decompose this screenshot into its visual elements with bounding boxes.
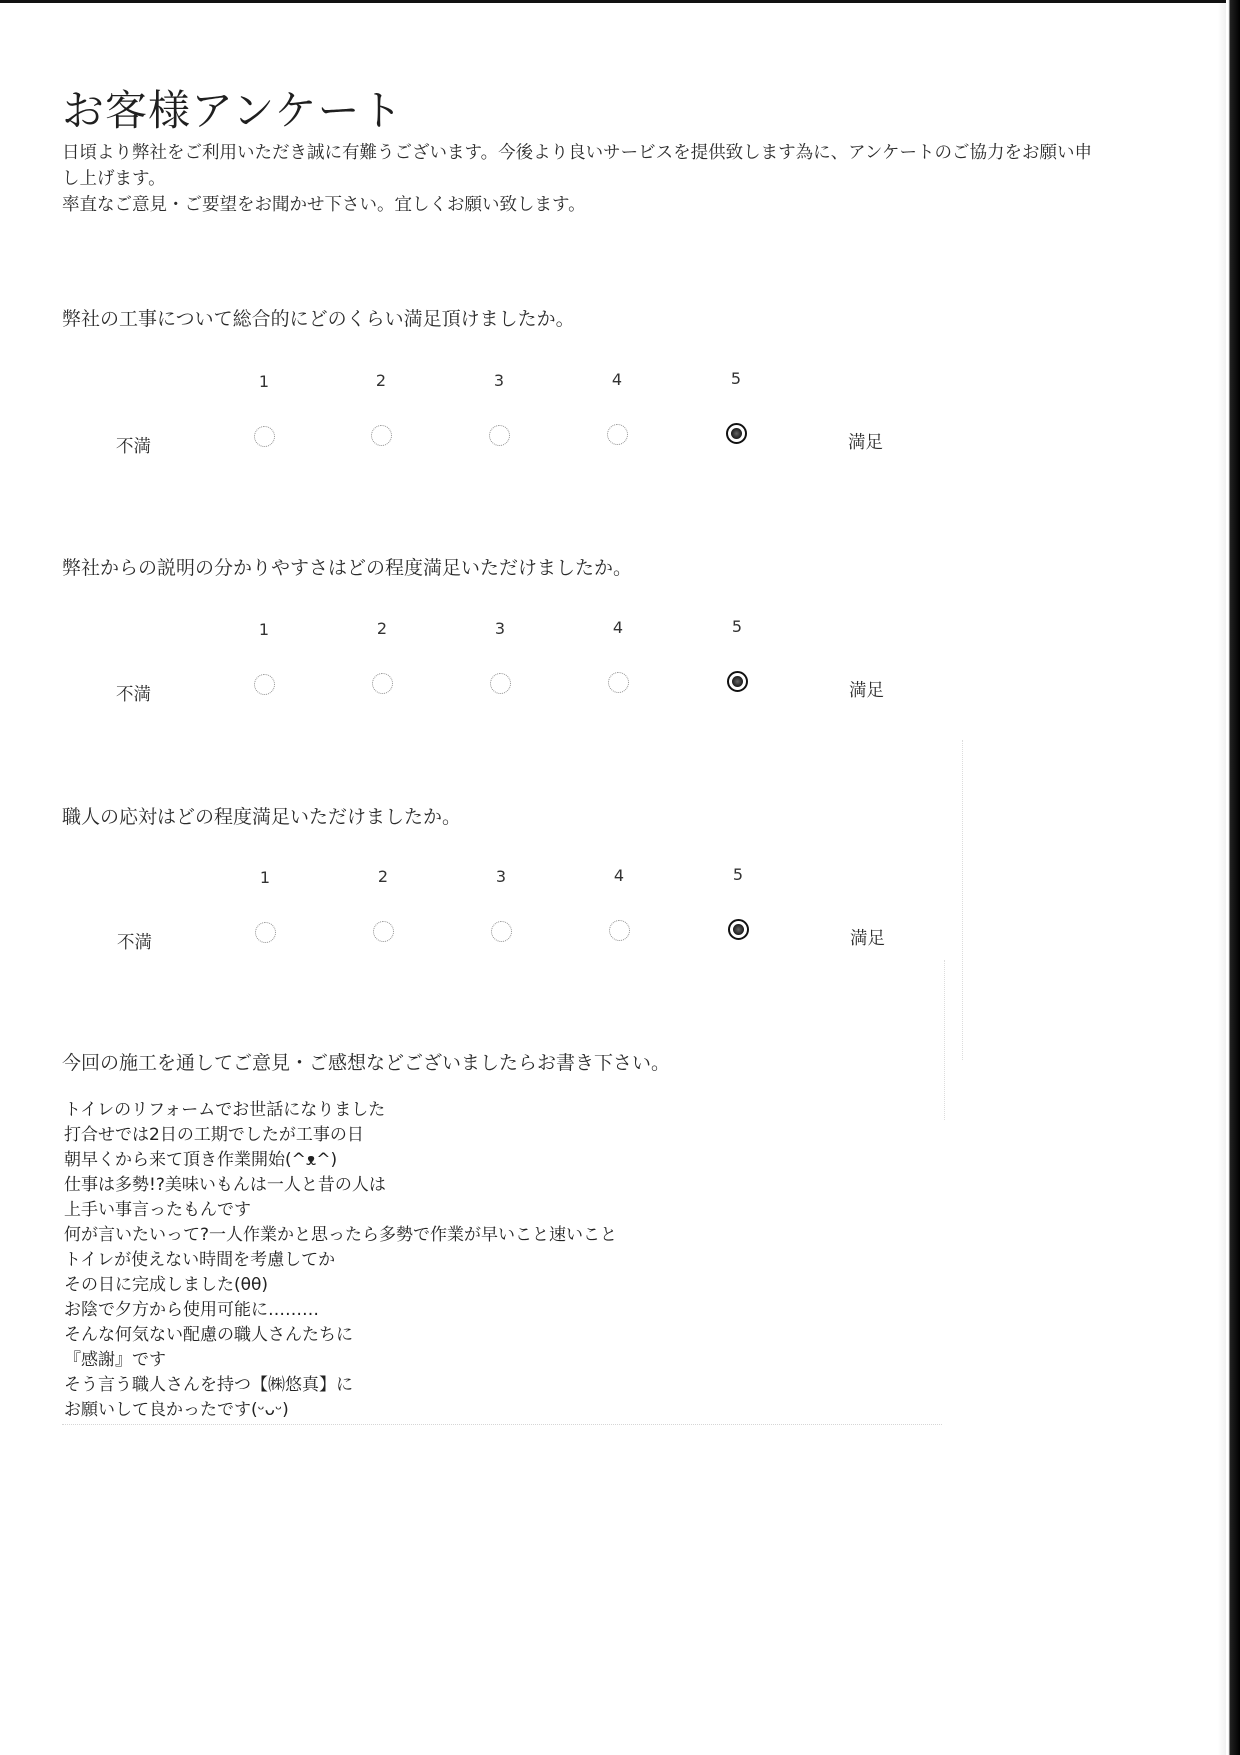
scale-high-label: 満足 xyxy=(848,433,883,453)
scale-number-5: 5 xyxy=(731,617,743,636)
scan-right-shadow xyxy=(1218,0,1226,1755)
comment-line: 朝早くから来て頂き作業開始(^ᴥ^) xyxy=(64,1150,338,1170)
scan-artifact-speckle xyxy=(944,960,945,1120)
scale-number-4: 4 xyxy=(612,618,624,637)
scale-number-5: 5 xyxy=(732,865,744,884)
scale-number-1: 1 xyxy=(259,868,271,887)
comment-line: お陰で夕方から使用可能に……… xyxy=(64,1300,319,1320)
comment-line: 何が言いたいって?一人作業かと思ったら多勢で作業が早いこと速いこと xyxy=(64,1225,618,1245)
rating-radio-2[interactable] xyxy=(373,921,394,942)
page-title: お客様アンケート xyxy=(62,86,404,135)
rating-radio-4[interactable] xyxy=(609,920,630,941)
rating-radio-2[interactable] xyxy=(372,673,393,694)
scale-number-2: 2 xyxy=(375,371,387,390)
comment-answer xyxy=(64,1098,864,1423)
comment-line: お願いして良かったです(ᵕᴗᵕ) xyxy=(64,1400,289,1420)
comment-line: そんな何気ない配慮の職人さんたちに xyxy=(64,1325,353,1345)
scale-number-1: 1 xyxy=(258,620,270,639)
scale-high-label: 満足 xyxy=(849,681,884,701)
intro-line: し上げます。 xyxy=(62,169,166,189)
question-2-text: 弊社からの説明の分かりやすさはどの程度満足いただけましたか。 xyxy=(62,557,633,579)
scale-low-label: 不満 xyxy=(116,685,151,705)
scale-number-4: 4 xyxy=(611,370,623,389)
scan-right-edge xyxy=(1226,0,1240,1755)
rating-radio-5[interactable] xyxy=(728,919,749,940)
scale-number-1: 1 xyxy=(258,372,270,391)
scale-number-3: 3 xyxy=(495,867,507,886)
comment-line: そう言う職人さんを持つ【㈱悠真】に xyxy=(64,1375,353,1395)
scale-number-2: 2 xyxy=(376,619,388,638)
comment-line: トイレが使えない時間を考慮してか xyxy=(64,1250,336,1270)
comment-line: トイレのリフォームでお世話になりました xyxy=(64,1100,386,1120)
intro-line: 率直なご意見・ご要望をお聞かせ下さい。宜しくお願い致します。 xyxy=(62,195,586,215)
rating-radio-3[interactable] xyxy=(490,673,511,694)
comment-line: その日に完成しました(θθ) xyxy=(64,1275,269,1295)
scan-top-edge xyxy=(0,0,1240,3)
scale-number-4: 4 xyxy=(613,866,625,885)
rating-radio-1[interactable] xyxy=(254,674,275,695)
rating-radio-5[interactable] xyxy=(726,423,747,444)
rating-radio-3[interactable] xyxy=(491,921,512,942)
scan-artifact-speckle xyxy=(962,740,963,1060)
comment-line: 仕事は多勢!?美味いもんは一人と昔の人は xyxy=(64,1175,386,1195)
rating-radio-2[interactable] xyxy=(371,425,392,446)
scale-number-3: 3 xyxy=(493,371,505,390)
rating-radio-3[interactable] xyxy=(489,425,510,446)
question-1-text: 弊社の工事について総合的にどのくらい満足頂けましたか。 xyxy=(62,308,575,330)
question-3-text: 職人の応対はどの程度満足いただけましたか。 xyxy=(62,806,462,828)
scale-number-5: 5 xyxy=(730,369,742,388)
rating-radio-5[interactable] xyxy=(727,671,748,692)
rating-radio-1[interactable] xyxy=(254,426,275,447)
comment-prompt: 今回の施工を通してご意見・ご感想などございましたらお書き下さい。 xyxy=(62,1052,671,1074)
intro-line: 日頃より弊社をご利用いただき誠に有難うございます。今後より良いサービスを提供致します為に、アンケートのご協力をお願い申 xyxy=(62,143,1093,163)
scale-number-2: 2 xyxy=(377,867,389,886)
intro-text xyxy=(62,140,1152,218)
rating-radio-1[interactable] xyxy=(255,922,276,943)
scan-artifact-line xyxy=(62,1424,942,1425)
scale-low-label: 不満 xyxy=(116,437,151,457)
scale-low-label: 不満 xyxy=(117,933,152,953)
rating-radio-4[interactable] xyxy=(608,672,629,693)
comment-line: 上手い事言ったもんです xyxy=(64,1200,251,1220)
scale-number-3: 3 xyxy=(494,619,506,638)
rating-radio-4[interactable] xyxy=(607,424,628,445)
comment-line: 打合せでは2日の工期でしたが工事の日 xyxy=(64,1125,364,1145)
scale-high-label: 満足 xyxy=(850,929,885,949)
comment-line: 『感謝』です xyxy=(64,1350,166,1370)
